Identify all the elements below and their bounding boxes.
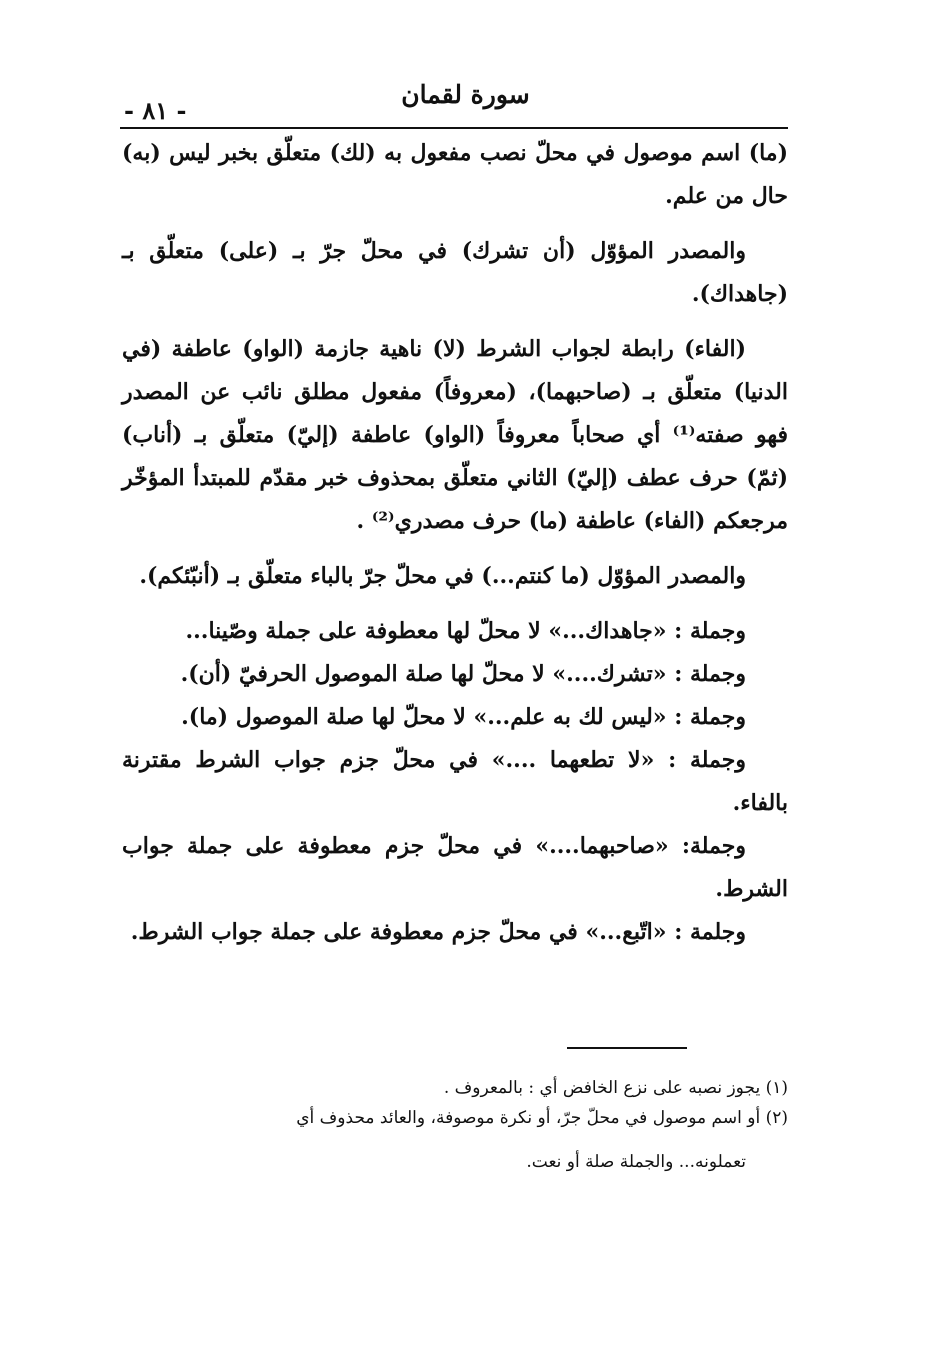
sentence-analysis-item: وجملة : «ليس لك به علم...» لا محلّ لها صلة الموصول (ما).: [181, 704, 746, 730]
sentence-analysis-item: وجملة : «لا تطعهما ....» في محلّ جزم جواب الشرط مقترنة بالفاء.: [122, 747, 788, 816]
sentence-analysis-item: وجلمة : «اتّبع...» في محلّ جزم معطوفة على جملة جواب الشرط.: [130, 919, 746, 945]
page-number: - ٨١ -: [124, 96, 187, 125]
paragraph: والمصدر المؤوّل (أن تشرك) في محلّ جرّ بـ (على) متعلّق بـ (جاهداك).: [122, 238, 788, 307]
paragraph: والمصدر المؤوّل (ما كنتم...) في محلّ جرّ بالباء متعلّق بـ (أنبّئكم).: [139, 563, 746, 589]
footnote-2: (٢) أو اسم موصول في محلّ جرّ، أو نكرة موصوفة، والعائد محذوف أي: [296, 1108, 788, 1128]
header-divider: [120, 127, 788, 129]
sentence-analysis-item: وجملة : «جاهداك...» لا محلّ لها معطوفة على جملة وصّينا...: [185, 618, 746, 644]
footnote-divider: [567, 1047, 687, 1049]
sentence-analysis-item: وجملة : «تشرك....» لا محلّ لها صلة الموصول الحرفيّ (أن).: [180, 661, 746, 687]
footnote-2-continuation: تعملونه... والجملة صلة أو نعت.: [526, 1152, 746, 1172]
sentence-analysis-item: وجملة: «صاحبهما....» في محلّ جزم معطوفة على جملة جواب الشرط.: [122, 833, 788, 902]
footnote-1: (١) يجوز نصبه على نزع الخافض أي : بالمعروف .: [443, 1078, 788, 1098]
page-title: سورة لقمان: [401, 80, 530, 109]
paragraph: (الفاء) رابطة لجواب الشرط (لا) ناهية جازمة (الواو) عاطفة (في الدنيا) متعلّق بـ (صاحبهما)، (معروفاً) مفعول مطلق نائب عن المصدر فهو صفته⁽¹⁾ أي صحاباً معروفاً (الواو) عاطفة (إليّ) متعلّق بـ (أناب) (ثمّ) حرف عطف (إليّ) الثاني متعلّق بمحذوف خبر مقدّم للمبتدأ المؤخّر مرجعكم (الفاء) عاطفة (ما) حرف مصدري⁽²⁾ .: [122, 336, 788, 534]
footnotes: [108, 1073, 788, 1177]
main-text: [122, 132, 788, 954]
paragraph: (ما) اسم موصول في محلّ نصب مفعول به (لك) متعلّق بخبر ليس (به) حال من علم.: [122, 140, 788, 209]
